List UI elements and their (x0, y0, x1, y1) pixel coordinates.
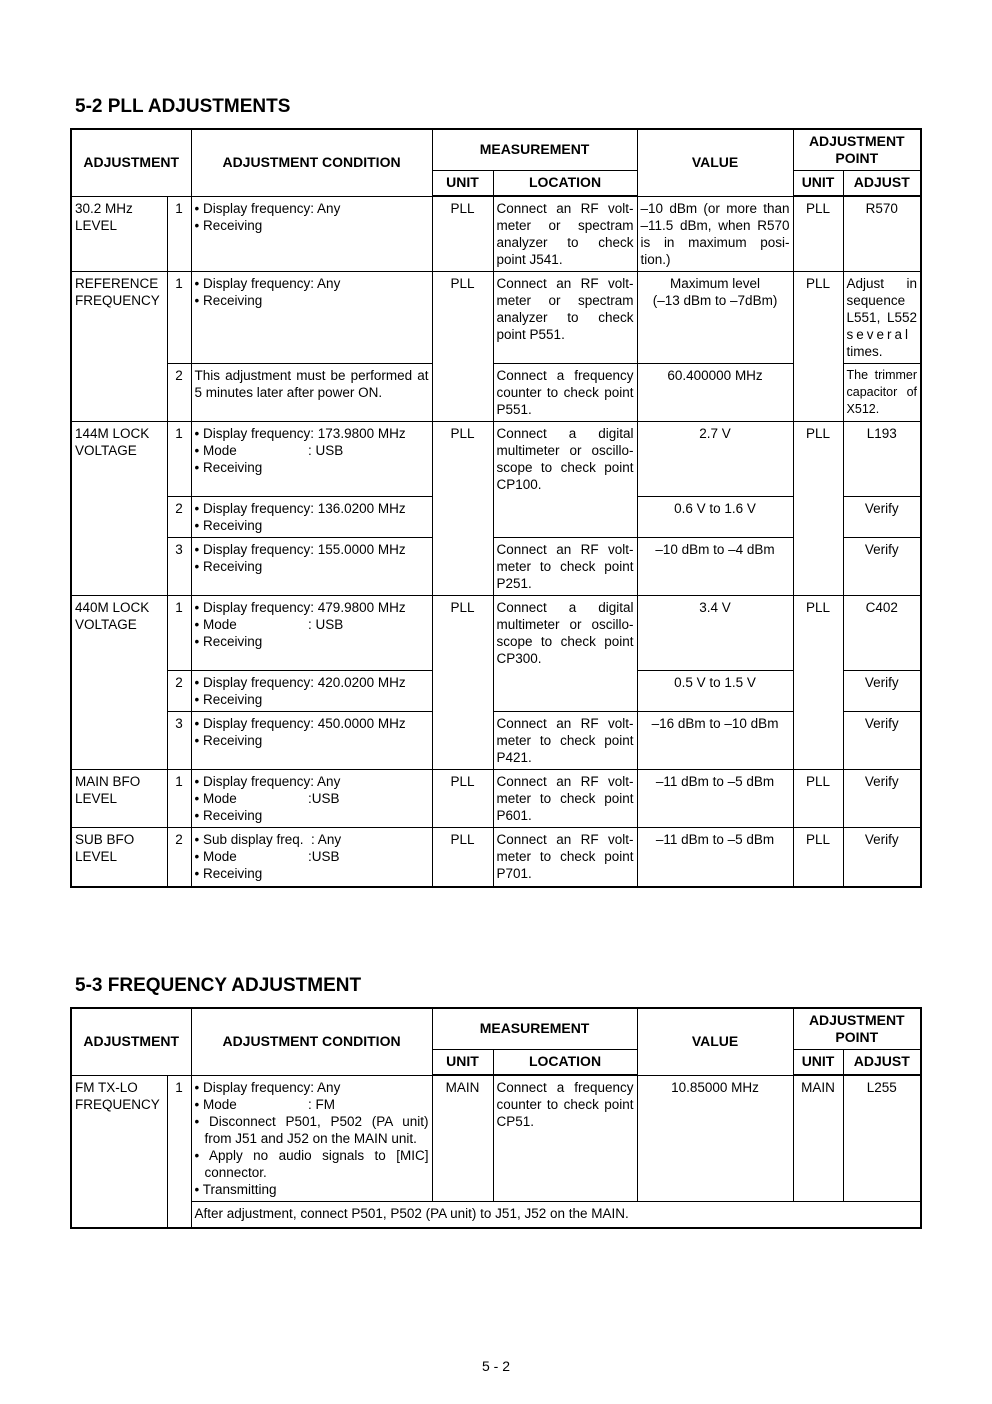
adjustment-condition: • Display frequency: 173.9800 MHz • Mode : USB • Receiving (191, 422, 432, 497)
adjust: L193 (843, 422, 921, 497)
value: –10 dBm to –4 dBm (637, 538, 793, 596)
adjustment-name: 144M LOCK VOLTAGE (71, 422, 167, 596)
header-adjust: ADJUST (843, 1049, 921, 1075)
step-number: 3 (167, 538, 191, 596)
header-value: VALUE (637, 1008, 793, 1075)
measurement-location: Connect an RF volt-meter to check point P421. (493, 712, 637, 770)
measurement-unit: PLL (432, 422, 493, 596)
measurement-location: Connect an RF volt-meter to check point P251. (493, 538, 637, 596)
adjust: L255 (843, 1075, 921, 1201)
adjustment-condition: • Display frequency: 420.0200 MHz • Receiving (191, 671, 432, 712)
step-number: 1 (167, 770, 191, 828)
table-row (71, 196, 921, 272)
value: 2.7 V (637, 422, 793, 497)
adjustment-condition: • Display frequency: 155.0000 MHz • Receiving (191, 538, 432, 596)
value: –16 dBm to –10 dBm (637, 712, 793, 770)
step-number: 1 (167, 196, 191, 272)
header-location: LOCATION (493, 1049, 637, 1075)
step-number: 3 (167, 712, 191, 770)
value: –10 dBm (or more than –11.5 dBm, when R570 is in maximum posi-tion.) (637, 196, 793, 272)
value: Maximum level (–13 dBm to –7dBm) (637, 272, 793, 364)
measurement-location: Connect an RF volt-meter to check point P701. (493, 828, 637, 887)
header-point-unit: UNIT (793, 170, 843, 196)
adjust: Verify (843, 770, 921, 828)
measurement-location: Connect an RF volt-meter or spectram analyzer to check point P551. (493, 272, 637, 364)
header-value: VALUE (637, 129, 793, 196)
measurement-location: Connect a frequency counter to check point P551. (493, 364, 637, 422)
step-number: 2 (167, 828, 191, 887)
adjustment-condition: • Display frequency: 136.0200 MHz • Receiving (191, 497, 432, 538)
measurement-unit: PLL (432, 196, 493, 272)
table-row (71, 422, 921, 497)
value: 60.400000 MHz (637, 364, 793, 422)
adjust: Verify (843, 671, 921, 712)
page-number: 5 - 2 (481, 1358, 510, 1374)
adjustment-name: REFERENCE FREQUENCY (71, 272, 167, 422)
adjustment-condition: • Sub display freq. : Any • Mode :USB • Receiving (191, 828, 432, 887)
header-adjustment-point: ADJUSTMENT POINT (793, 129, 921, 170)
adjustment-name: MAIN BFO LEVEL (71, 770, 167, 828)
value: 0.5 V to 1.5 V (637, 671, 793, 712)
table-row (71, 828, 921, 887)
value: 0.6 V to 1.6 V (637, 497, 793, 538)
table-row (71, 596, 921, 671)
adjustment-condition: • Display frequency: Any • Receiving (191, 272, 432, 364)
adjust: The trimmer capacitor of X512. (843, 364, 921, 422)
adjustment-name: SUB BFO LEVEL (71, 828, 167, 887)
adjustment-condition: • Display frequency: Any • Receiving (191, 196, 432, 272)
table-row (71, 1201, 921, 1228)
adjustment-condition: • Display frequency: Any • Mode : FM • Disconnect P501, P502 (PA unit) from J51 and J52 on the MAIN unit. • Apply no audio signals to [MIC] connector. • Transmitting (191, 1075, 432, 1201)
point-unit: PLL (793, 770, 843, 828)
measurement-location: Connect an RF volt-meter or spectram analyzer to check point J541. (493, 196, 637, 272)
header-adjustment: ADJUSTMENT (71, 129, 191, 196)
point-unit: PLL (793, 422, 843, 596)
measurement-unit: PLL (432, 272, 493, 422)
header-adjust: ADJUST (843, 170, 921, 196)
measurement-location: Connect an RF volt-meter to check point P601. (493, 770, 637, 828)
value: 3.4 V (637, 596, 793, 671)
measurement-unit: PLL (432, 828, 493, 887)
measurement-location: Connect a digital multimeter or oscillo-scope to check point CP100. (493, 422, 637, 538)
value: –11 dBm to –5 dBm (637, 828, 793, 887)
point-unit: MAIN (793, 1075, 843, 1201)
adjustment-name: 30.2 MHz LEVEL (71, 196, 167, 272)
point-unit: PLL (793, 828, 843, 887)
table-row (71, 272, 921, 364)
adjustment-name: 440M LOCK VOLTAGE (71, 596, 167, 770)
measurement-unit: MAIN (432, 1075, 493, 1201)
step-number: 2 (167, 364, 191, 422)
after-adjustment-note: After adjustment, connect P501, P502 (PA unit) to J51, J52 on the MAIN. (191, 1201, 921, 1228)
header-point-unit: UNIT (793, 1049, 843, 1075)
step-number: 1 (167, 272, 191, 364)
adjust: Verify (843, 497, 921, 538)
table-row (71, 1075, 921, 1201)
step-number: 1 (167, 596, 191, 671)
pll-adjustments-table (70, 128, 922, 888)
step-number: 1 (167, 422, 191, 497)
table-row (71, 770, 921, 828)
adjust: Adjust in sequence L551, L552 several times. (843, 272, 921, 364)
step-number: 1 (167, 1075, 191, 1228)
header-adjustment-condition: ADJUSTMENT CONDITION (191, 129, 432, 196)
frequency-section-title: 5-3 FREQUENCY ADJUSTMENT (75, 975, 362, 996)
frequency-adjustment-table (70, 1007, 922, 1229)
point-unit: PLL (793, 272, 843, 422)
step-number: 2 (167, 497, 191, 538)
adjustment-condition: This adjustment must be performed at 5 minutes later after power ON. (191, 364, 432, 422)
header-adjustment-point: ADJUSTMENT POINT (793, 1008, 921, 1049)
header-location: LOCATION (493, 170, 637, 196)
point-unit: PLL (793, 196, 843, 272)
adjust: Verify (843, 828, 921, 887)
adjustment-name: FM TX-LO FREQUENCY (71, 1075, 167, 1228)
adjustment-condition: • Display frequency: Any • Mode :USB • Receiving (191, 770, 432, 828)
adjustment-condition: • Display frequency: 479.9800 MHz • Mode : USB • Receiving (191, 596, 432, 671)
header-unit: UNIT (432, 170, 493, 196)
adjust: Verify (843, 538, 921, 596)
adjust: R570 (843, 196, 921, 272)
header-measurement: MEASUREMENT (432, 1008, 637, 1049)
pll-section-title: 5-2 PLL ADJUSTMENTS (75, 96, 291, 117)
measurement-unit: PLL (432, 770, 493, 828)
header-adjustment: ADJUSTMENT (71, 1008, 191, 1075)
adjust: C402 (843, 596, 921, 671)
value: –11 dBm to –5 dBm (637, 770, 793, 828)
point-unit: PLL (793, 596, 843, 770)
header-adjustment-condition: ADJUSTMENT CONDITION (191, 1008, 432, 1075)
adjustment-condition: • Display frequency: 450.0000 MHz • Receiving (191, 712, 432, 770)
header-measurement: MEASUREMENT (432, 129, 637, 170)
measurement-location: Connect a frequency counter to check point CP51. (493, 1075, 637, 1201)
measurement-location: Connect a digital multimeter or oscillo-scope to check point CP300. (493, 596, 637, 712)
step-number: 2 (167, 671, 191, 712)
adjust: Verify (843, 712, 921, 770)
measurement-unit: PLL (432, 596, 493, 770)
value: 10.85000 MHz (637, 1075, 793, 1201)
header-unit: UNIT (432, 1049, 493, 1075)
